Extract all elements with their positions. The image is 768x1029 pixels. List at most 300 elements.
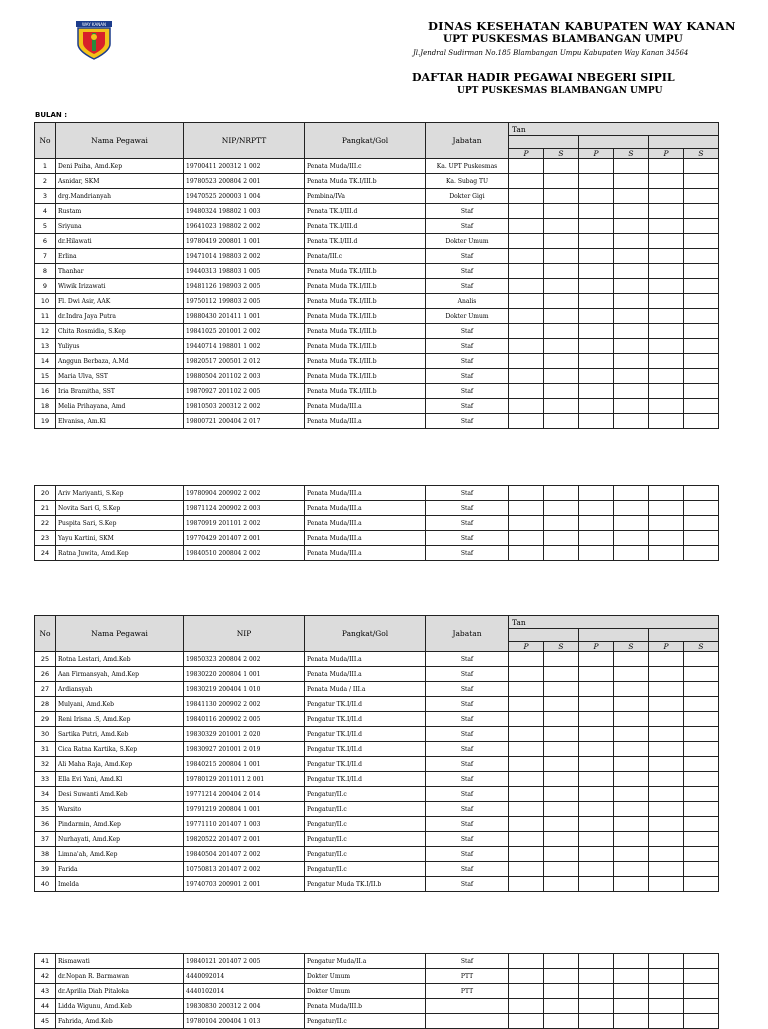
attendance-cell xyxy=(684,486,719,501)
month-label: BULAN : xyxy=(35,111,67,119)
table-row xyxy=(35,531,719,546)
attendance-cell xyxy=(579,832,614,847)
row-number: 7 xyxy=(35,249,56,264)
row-number: 22 xyxy=(35,516,56,531)
attendance-cell xyxy=(614,667,649,682)
table-row xyxy=(35,516,719,531)
attendance-cell xyxy=(544,969,579,984)
employee-name: Desi Suwanti Amd.Keb xyxy=(56,787,184,802)
employee-position: Staf xyxy=(426,414,509,429)
table-row xyxy=(35,486,719,501)
attendance-cell xyxy=(614,516,649,531)
row-number: 35 xyxy=(35,802,56,817)
employee-position: PTT xyxy=(426,969,509,984)
row-number: 40 xyxy=(35,877,56,892)
attendance-cell xyxy=(544,249,579,264)
row-number: 13 xyxy=(35,339,56,354)
employee-position: Staf xyxy=(426,652,509,667)
employee-position: Staf xyxy=(426,531,509,546)
col-header-no: No xyxy=(35,616,56,652)
table-row xyxy=(35,862,719,877)
attendance-cell xyxy=(579,969,614,984)
attendance-cell xyxy=(684,652,719,667)
employee-rank: Penata Muda/III.a xyxy=(305,414,426,429)
col-header-tanggal: Tan xyxy=(509,616,719,629)
attendance-cell xyxy=(579,652,614,667)
ps-header-cell: S xyxy=(684,642,719,652)
employee-rank: Pengatur/II.c xyxy=(305,847,426,862)
row-number: 44 xyxy=(35,999,56,1014)
employee-nip: 19820522 201407 2 001 xyxy=(184,832,305,847)
employee-nip: 19480324 198802 1 003 xyxy=(184,204,305,219)
employee-rank: Pengatur TK.I/II.d xyxy=(305,727,426,742)
attendance-cell xyxy=(614,369,649,384)
table-row xyxy=(35,727,719,742)
row-number: 29 xyxy=(35,712,56,727)
attendance-cell xyxy=(509,847,544,862)
attendance-cell xyxy=(684,984,719,999)
employee-rank: Penata Muda/III.a xyxy=(305,546,426,561)
table-row xyxy=(35,501,719,516)
employee-name: Rustam xyxy=(56,204,184,219)
attendance-cell xyxy=(509,712,544,727)
attendance-cell xyxy=(614,697,649,712)
attendance-table-2 xyxy=(34,485,719,561)
employee-name: Novita Sari G, S.Kep xyxy=(56,501,184,516)
employee-position: Staf xyxy=(426,667,509,682)
col-header-pangkat: Pangkat/Gol xyxy=(305,616,426,652)
attendance-cell xyxy=(509,531,544,546)
attendance-table-4 xyxy=(34,953,719,1029)
employee-name: Ardiansyah xyxy=(56,682,184,697)
employee-name: Maria Ulva, SST xyxy=(56,369,184,384)
employee-nip: 19780523 200804 2 001 xyxy=(184,174,305,189)
table-row xyxy=(35,264,719,279)
row-number: 30 xyxy=(35,727,56,742)
row-number: 27 xyxy=(35,682,56,697)
attendance-cell xyxy=(579,516,614,531)
attendance-cell xyxy=(684,279,719,294)
attendance-cell xyxy=(649,817,684,832)
attendance-cell xyxy=(579,309,614,324)
attendance-cell xyxy=(614,399,649,414)
attendance-cell xyxy=(579,174,614,189)
attendance-cell xyxy=(579,984,614,999)
row-number: 33 xyxy=(35,772,56,787)
attendance-cell xyxy=(684,877,719,892)
employee-nip: 19840510 200804 2 002 xyxy=(184,546,305,561)
attendance-cell xyxy=(544,501,579,516)
row-number: 28 xyxy=(35,697,56,712)
employee-nip: 19880430 201411 1 001 xyxy=(184,309,305,324)
col-header-pangkat: Pangkat/Gol xyxy=(305,123,426,159)
table-row xyxy=(35,1014,719,1029)
attendance-cell xyxy=(649,787,684,802)
employee-nip: 19830927 201001 2 019 xyxy=(184,742,305,757)
attendance-cell xyxy=(649,712,684,727)
table-row xyxy=(35,309,719,324)
ps-header-cell: S xyxy=(614,149,649,159)
table-row xyxy=(35,384,719,399)
attendance-cell xyxy=(614,954,649,969)
table-row xyxy=(35,787,719,802)
attendance-cell xyxy=(544,984,579,999)
attendance-cell xyxy=(684,847,719,862)
table-row xyxy=(35,399,719,414)
attendance-cell xyxy=(684,159,719,174)
employee-rank: Pengatur/II.c xyxy=(305,862,426,877)
employee-position xyxy=(426,1014,509,1029)
employee-position: Staf xyxy=(426,772,509,787)
employee-rank: Pengatur TK.I/II.d xyxy=(305,772,426,787)
attendance-cell xyxy=(684,189,719,204)
employee-position: Staf xyxy=(426,682,509,697)
attendance-cell xyxy=(614,279,649,294)
attendance-cell xyxy=(544,486,579,501)
employee-rank: Penata/III.c xyxy=(305,249,426,264)
row-number: 45 xyxy=(35,1014,56,1029)
attendance-cell xyxy=(614,189,649,204)
attendance-cell xyxy=(614,384,649,399)
attendance-cell xyxy=(544,159,579,174)
attendance-cell xyxy=(544,219,579,234)
org-name-line2: UPT PUSKESMAS BLAMBANGAN UMPU xyxy=(443,33,683,45)
table-row xyxy=(35,189,719,204)
employee-rank: Penata Muda TK.I/III.b xyxy=(305,279,426,294)
attendance-cell xyxy=(509,264,544,279)
attendance-cell xyxy=(509,667,544,682)
attendance-cell xyxy=(509,399,544,414)
table-row xyxy=(35,369,719,384)
attendance-cell xyxy=(544,309,579,324)
attendance-cell xyxy=(509,787,544,802)
employee-position: Dokter Umum xyxy=(426,234,509,249)
attendance-cell xyxy=(509,742,544,757)
employee-rank: Pengatur/II.c xyxy=(305,1014,426,1029)
table-row xyxy=(35,294,719,309)
attendance-cell xyxy=(649,772,684,787)
ps-header-cell: S xyxy=(544,149,579,159)
attendance-cell xyxy=(544,999,579,1014)
employee-nip: 19830219 200404 1 010 xyxy=(184,682,305,697)
row-number: 12 xyxy=(35,324,56,339)
attendance-cell xyxy=(579,324,614,339)
employee-name: Lidda Wigunu, Amd.Keb xyxy=(56,999,184,1014)
employee-name: Puspita Sari, S.Kep xyxy=(56,516,184,531)
attendance-cell xyxy=(579,354,614,369)
employee-rank: Pengatur Muda/II.a xyxy=(305,954,426,969)
attendance-cell xyxy=(649,546,684,561)
employee-rank: Pengatur/II.c xyxy=(305,802,426,817)
table-row xyxy=(35,414,719,429)
attendance-cell xyxy=(649,234,684,249)
employee-position: Staf xyxy=(426,847,509,862)
employee-position: Analis xyxy=(426,294,509,309)
employee-name: drg.Mandrianyah xyxy=(56,189,184,204)
attendance-cell xyxy=(509,189,544,204)
employee-name: Fl. Dwi Asir, AAK xyxy=(56,294,184,309)
employee-name: Elvanisa, Am.Kl xyxy=(56,414,184,429)
attendance-cell xyxy=(544,264,579,279)
attendance-cell xyxy=(684,174,719,189)
attendance-cell xyxy=(614,234,649,249)
attendance-cell xyxy=(614,204,649,219)
employee-nip: 19800721 200404 2 017 xyxy=(184,414,305,429)
attendance-table-3 xyxy=(34,615,719,892)
attendance-cell xyxy=(579,204,614,219)
attendance-cell xyxy=(614,294,649,309)
employee-name: Ratna Juwita, Amd.Kep xyxy=(56,546,184,561)
document-subtitle: UPT PUSKESMAS BLAMBANGAN UMPU xyxy=(457,86,663,96)
attendance-cell xyxy=(579,682,614,697)
row-number: 37 xyxy=(35,832,56,847)
employee-rank: Penata TK.I/III.d xyxy=(305,219,426,234)
table-row xyxy=(35,667,719,682)
attendance-cell xyxy=(684,1014,719,1029)
employee-name: Cica Ratna Kartika, S.Kep xyxy=(56,742,184,757)
document-title: DAFTAR HADIR PEGAWAI NBEGERI SIPIL xyxy=(412,71,675,84)
attendance-cell xyxy=(649,1014,684,1029)
attendance-cell xyxy=(509,969,544,984)
col-header-jabatan: Jabatan xyxy=(426,123,509,159)
employee-rank: Penata TK.I/III.d xyxy=(305,234,426,249)
table-row xyxy=(35,219,719,234)
attendance-cell xyxy=(684,862,719,877)
row-number: 4 xyxy=(35,204,56,219)
employee-rank: Pengatur/II.c xyxy=(305,817,426,832)
employee-nip: 19840215 200804 1 001 xyxy=(184,757,305,772)
attendance-cell xyxy=(509,294,544,309)
employee-position: Staf xyxy=(426,546,509,561)
attendance-cell xyxy=(649,877,684,892)
employee-rank: Penata Muda/III.a xyxy=(305,516,426,531)
employee-position: Staf xyxy=(426,954,509,969)
employee-position: Staf xyxy=(426,354,509,369)
table-row xyxy=(35,877,719,892)
attendance-cell xyxy=(509,309,544,324)
attendance-cell xyxy=(614,817,649,832)
ps-header-cell: P xyxy=(509,642,544,652)
attendance-cell xyxy=(649,399,684,414)
table-row xyxy=(35,984,719,999)
employee-nip: 4440092014 xyxy=(184,969,305,984)
table-row xyxy=(35,742,719,757)
attendance-cell xyxy=(649,757,684,772)
org-address: Jl.Jendral Sudirman No.185 Blambangan Umpu Kabupaten Way Kanan 34564 xyxy=(413,49,689,57)
attendance-cell xyxy=(614,219,649,234)
employee-position: Staf xyxy=(426,384,509,399)
employee-position: Ka. Subag TU xyxy=(426,174,509,189)
attendance-cell xyxy=(684,682,719,697)
row-number: 16 xyxy=(35,384,56,399)
attendance-cell xyxy=(684,954,719,969)
attendance-cell xyxy=(684,667,719,682)
employee-name: Aan Firmansyah, Amd.Kep xyxy=(56,667,184,682)
employee-position: Staf xyxy=(426,742,509,757)
attendance-cell xyxy=(544,652,579,667)
attendance-cell xyxy=(649,727,684,742)
table-row xyxy=(35,954,719,969)
attendance-cell xyxy=(579,697,614,712)
employee-position: Staf xyxy=(426,399,509,414)
employee-position: Staf xyxy=(426,516,509,531)
employee-nip: 19841025 201001 2 002 xyxy=(184,324,305,339)
employee-name: Deni Paiha, Amd.Kep xyxy=(56,159,184,174)
employee-position xyxy=(426,999,509,1014)
attendance-cell xyxy=(509,159,544,174)
attendance-cell xyxy=(649,414,684,429)
attendance-cell xyxy=(614,1014,649,1029)
attendance-cell xyxy=(579,817,614,832)
attendance-cell xyxy=(579,249,614,264)
attendance-cell xyxy=(684,219,719,234)
employee-position: PTT xyxy=(426,984,509,999)
attendance-cell xyxy=(649,501,684,516)
attendance-cell xyxy=(579,369,614,384)
col-header-tanggal: Tan xyxy=(509,123,719,136)
employee-nip: 4440102014 xyxy=(184,984,305,999)
attendance-cell xyxy=(579,189,614,204)
attendance-cell xyxy=(509,414,544,429)
employee-position: Staf xyxy=(426,832,509,847)
employee-nip: 19830830 200312 2 004 xyxy=(184,999,305,1014)
employee-rank: Penata Muda TK.I/III.b xyxy=(305,324,426,339)
employee-rank: Pengatur TK.I/II.d xyxy=(305,697,426,712)
row-number: 3 xyxy=(35,189,56,204)
attendance-cell xyxy=(579,159,614,174)
table-row xyxy=(35,354,719,369)
ps-header-cell: P xyxy=(649,642,684,652)
attendance-cell xyxy=(614,546,649,561)
attendance-cell xyxy=(544,294,579,309)
attendance-cell xyxy=(579,999,614,1014)
attendance-cell xyxy=(614,501,649,516)
district-logo xyxy=(72,20,116,60)
table-row xyxy=(35,652,719,667)
attendance-cell xyxy=(614,414,649,429)
attendance-cell xyxy=(684,204,719,219)
attendance-cell xyxy=(614,984,649,999)
attendance-cell xyxy=(649,984,684,999)
attendance-cell xyxy=(649,354,684,369)
attendance-cell xyxy=(649,369,684,384)
employee-rank: Pengatur/II.c xyxy=(305,787,426,802)
employee-rank: Penata Muda TK.I/III.b xyxy=(305,369,426,384)
employee-nip: 19470525 200003 1 004 xyxy=(184,189,305,204)
attendance-cell xyxy=(544,697,579,712)
employee-nip: 19471014 198803 2 002 xyxy=(184,249,305,264)
attendance-cell xyxy=(649,159,684,174)
employee-rank: Pengatur/II.c xyxy=(305,832,426,847)
employee-position: Staf xyxy=(426,802,509,817)
employee-nip: 19780129 2011011 2 001 xyxy=(184,772,305,787)
ps-header-cell: P xyxy=(649,149,684,159)
employee-nip: 19771110 201407 1 003 xyxy=(184,817,305,832)
attendance-cell xyxy=(544,189,579,204)
row-number: 26 xyxy=(35,667,56,682)
employee-nip: 19481126 198903 2 005 xyxy=(184,279,305,294)
employee-name: Farida xyxy=(56,862,184,877)
attendance-cell xyxy=(684,546,719,561)
employee-nip: 19780904 200902 2 002 xyxy=(184,486,305,501)
table-row xyxy=(35,712,719,727)
attendance-cell xyxy=(614,802,649,817)
attendance-cell xyxy=(544,682,579,697)
employee-rank: Pengatur TK.I/II.d xyxy=(305,712,426,727)
row-number: 11 xyxy=(35,309,56,324)
attendance-cell xyxy=(649,652,684,667)
table-row xyxy=(35,339,719,354)
attendance-cell xyxy=(579,501,614,516)
employee-nip: 19780104 200404 1 013 xyxy=(184,1014,305,1029)
attendance-cell xyxy=(649,682,684,697)
row-number: 38 xyxy=(35,847,56,862)
attendance-cell xyxy=(684,354,719,369)
employee-name: Limna'ah, Amd.Kep xyxy=(56,847,184,862)
attendance-cell xyxy=(684,712,719,727)
attendance-cell xyxy=(649,667,684,682)
employee-rank: Pengatur Muda TK.I/II.b xyxy=(305,877,426,892)
row-number: 24 xyxy=(35,546,56,561)
employee-rank: Penata Muda/III.a xyxy=(305,399,426,414)
col-header-jabatan: Jabatan xyxy=(426,616,509,652)
employee-rank: Penata Muda/III.a xyxy=(305,531,426,546)
attendance-cell xyxy=(684,309,719,324)
attendance-cell xyxy=(684,516,719,531)
attendance-cell xyxy=(544,339,579,354)
attendance-cell xyxy=(614,339,649,354)
attendance-cell xyxy=(544,324,579,339)
employee-name: Ali Maha Raja, Amd.Kep xyxy=(56,757,184,772)
attendance-cell xyxy=(544,399,579,414)
attendance-cell xyxy=(649,832,684,847)
attendance-cell xyxy=(544,1014,579,1029)
attendance-cell xyxy=(544,877,579,892)
attendance-cell xyxy=(544,954,579,969)
table-row xyxy=(35,546,719,561)
attendance-cell xyxy=(544,384,579,399)
employee-rank: Penata Muda/III.a xyxy=(305,486,426,501)
attendance-cell xyxy=(509,697,544,712)
attendance-cell xyxy=(509,954,544,969)
row-number: 20 xyxy=(35,486,56,501)
employee-rank: Pembina/IVa xyxy=(305,189,426,204)
employee-nip: 19770429 201407 2 001 xyxy=(184,531,305,546)
attendance-cell xyxy=(509,516,544,531)
employee-position: Ka. UPT Puskesmas xyxy=(426,159,509,174)
attendance-cell xyxy=(579,264,614,279)
employee-nip: 10750813 201407 2 002 xyxy=(184,862,305,877)
row-number: 5 xyxy=(35,219,56,234)
attendance-cell xyxy=(649,802,684,817)
attendance-cell xyxy=(614,832,649,847)
attendance-cell xyxy=(684,832,719,847)
ps-header-cell: P xyxy=(579,642,614,652)
employee-name: Melia Prihayana, Amd xyxy=(56,399,184,414)
employee-rank: Penata Muda/III.c xyxy=(305,159,426,174)
attendance-cell xyxy=(614,757,649,772)
attendance-cell xyxy=(614,324,649,339)
attendance-cell xyxy=(509,682,544,697)
attendance-cell xyxy=(579,339,614,354)
attendance-cell xyxy=(509,772,544,787)
employee-nip: 19440313 198803 1 005 xyxy=(184,264,305,279)
employee-position: Staf xyxy=(426,219,509,234)
attendance-cell xyxy=(544,531,579,546)
employee-position: Staf xyxy=(426,877,509,892)
attendance-cell xyxy=(579,742,614,757)
employee-nip: 19830220 200804 1 001 xyxy=(184,667,305,682)
